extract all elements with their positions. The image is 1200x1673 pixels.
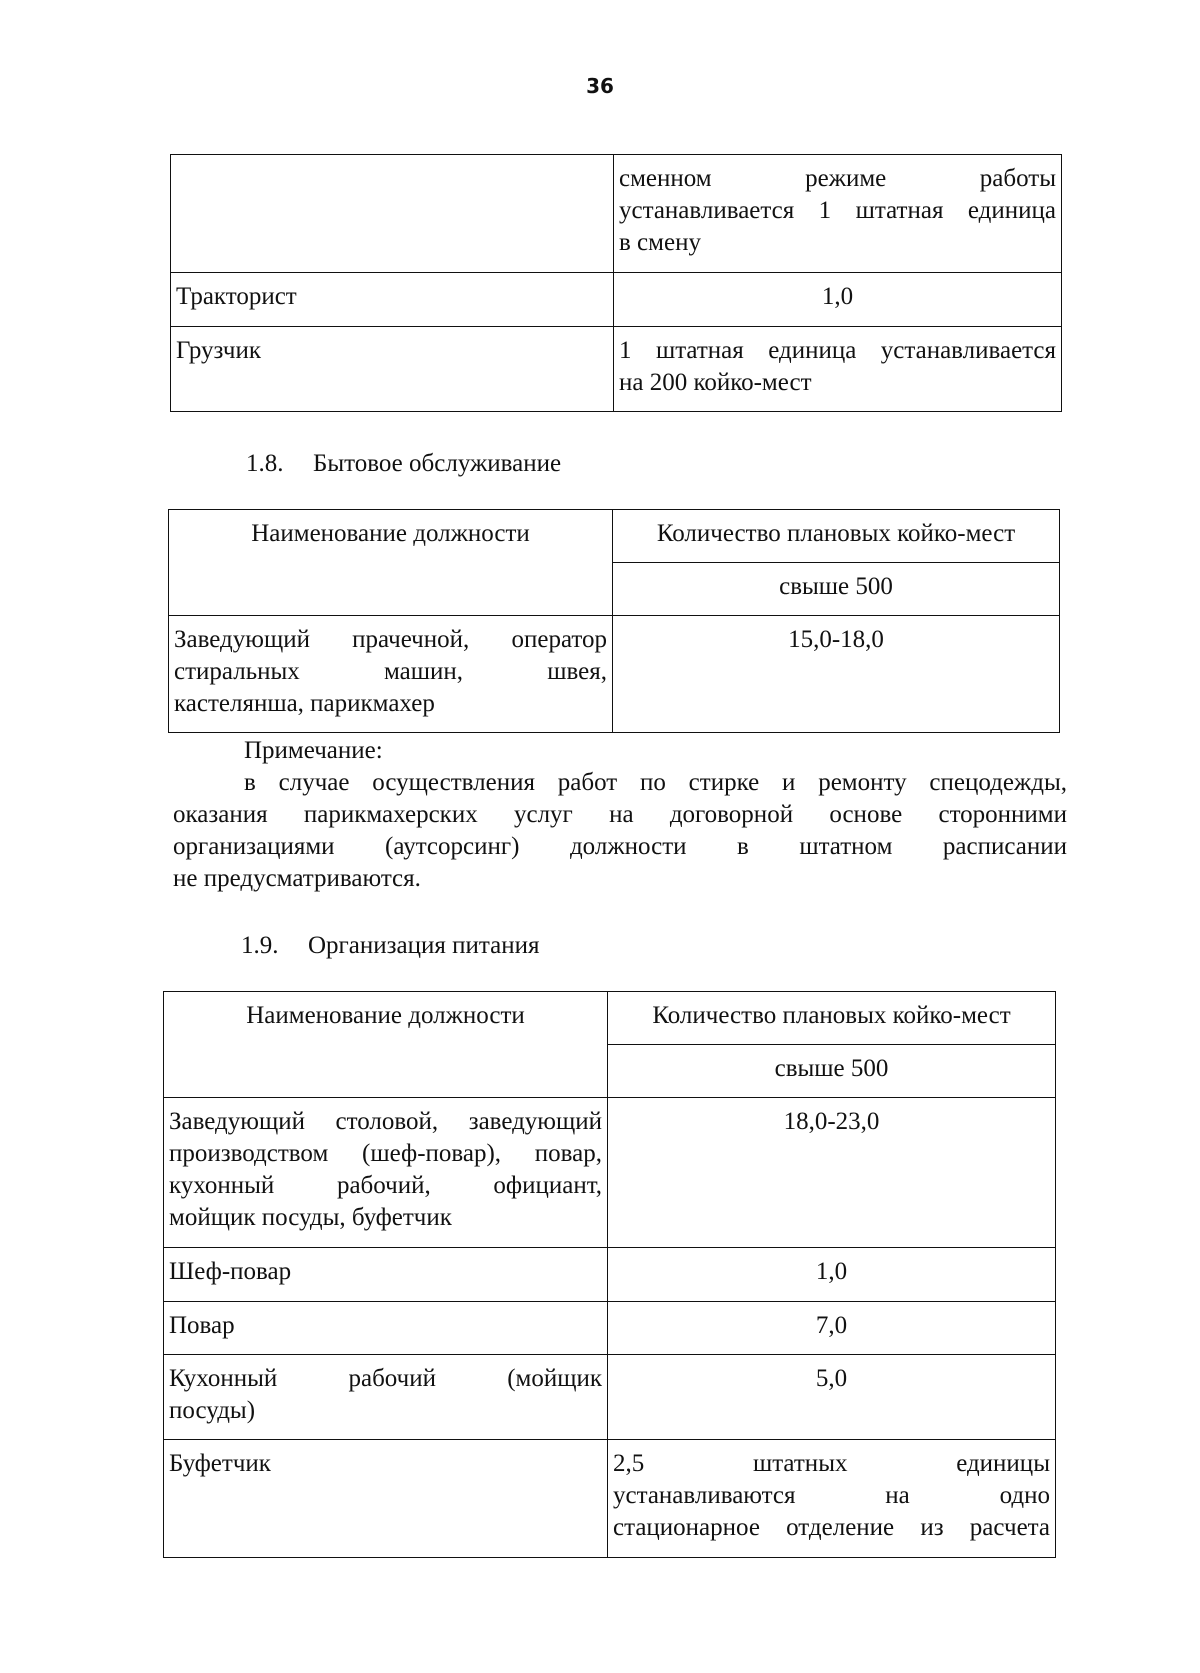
table-row <box>164 1248 1056 1302</box>
staff-norm-cell: 15,0-18,0 <box>613 616 1060 733</box>
catering-table <box>163 991 1056 1558</box>
header-bed-count: Количество плановых койко-мест <box>613 510 1060 563</box>
note-title: Примечание: <box>244 737 383 764</box>
header-over-500: свыше 500 <box>608 1045 1056 1098</box>
section-heading-1-9 <box>241 930 539 962</box>
table-row <box>164 1098 1056 1248</box>
header-position-name: Наименование должности <box>169 510 613 616</box>
staff-norm-cell: 18,0-23,0 <box>608 1098 1056 1248</box>
table-row <box>169 616 1060 733</box>
table-header-row <box>169 510 1060 563</box>
table-row <box>164 1355 1056 1440</box>
position-name-cell: Заведующий столовой, заведующий производством (шеф-повар), повар, кухонный рабочий, официант, мойщик посуды, буфетчик <box>164 1098 608 1248</box>
header-position-name: Наименование должности <box>164 992 608 1098</box>
staff-norm-cell: 1,0 <box>608 1248 1056 1302</box>
position-name-cell: Буфетчик <box>164 1440 608 1558</box>
position-name-cell: Кухонный рабочий (мойщик посуды) <box>164 1355 608 1440</box>
table-row <box>171 327 1062 412</box>
header-bed-count: Количество плановых койко-мест <box>608 992 1056 1045</box>
table-row <box>171 155 1062 273</box>
header-over-500: свыше 500 <box>613 563 1060 616</box>
table-row <box>164 1302 1056 1355</box>
note-text: в случае осуществления работ по стирке и ремонту спецодежды, оказания парикмахерских услуг на договорной основе сторонними организациями (аутсорсинг) должности в штатном расписании не предусматриваются. <box>173 769 1067 892</box>
note-block <box>173 735 1067 895</box>
section-number: 1.9. <box>241 932 279 959</box>
staff-norm-cell: 7,0 <box>608 1302 1056 1355</box>
staff-norm-cell: 2,5 штатных единицы устанавливаются на одно стационарное отделение из расчета <box>608 1440 1056 1558</box>
staff-norm-cell: сменном режиме работы устанавливается 1 штатная единица в смену <box>614 155 1062 273</box>
position-name-cell: Шеф-повар <box>164 1248 608 1302</box>
table-row <box>164 1440 1056 1558</box>
position-name-cell: Повар <box>164 1302 608 1355</box>
page-number: 36 <box>586 74 614 98</box>
staff-table-continued <box>170 154 1062 412</box>
section-number: 1.8. <box>246 450 284 477</box>
table-header-row <box>164 992 1056 1045</box>
table-row <box>171 273 1062 327</box>
household-services-table <box>168 509 1060 733</box>
section-title: Организация питания <box>308 932 540 959</box>
position-name-cell: Заведующий прачечной, оператор стиральных машин, швея, кастелянша, парикмахер <box>169 616 613 733</box>
section-title: Бытовое обслуживание <box>313 450 562 477</box>
section-heading-1-8 <box>246 448 561 480</box>
staff-norm-cell: 1 штатная единица устанавливается на 200 койко-мест <box>614 327 1062 412</box>
staff-norm-cell: 1,0 <box>614 273 1062 327</box>
position-name-cell: Тракторист <box>171 273 614 327</box>
position-name-cell <box>171 155 614 273</box>
position-name-cell: Грузчик <box>171 327 614 412</box>
staff-norm-cell: 5,0 <box>608 1355 1056 1440</box>
